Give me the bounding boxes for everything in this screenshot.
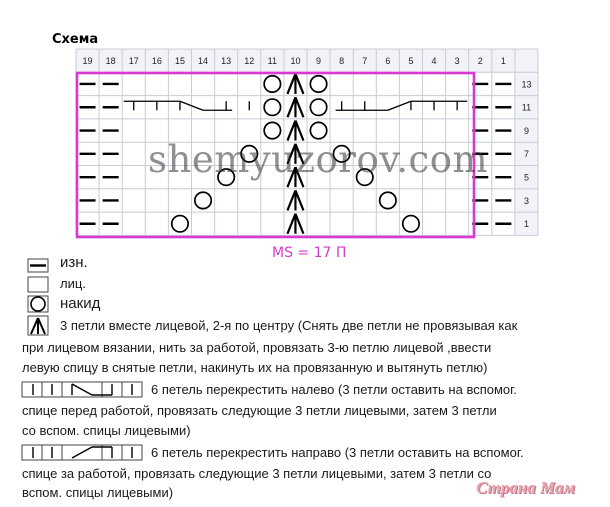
legend-decrease-line-2: при лицевом вязании, нить за работой, провязать 3-ю петлю лицевой ,ввести xyxy=(22,340,492,355)
column-number: 5 xyxy=(408,56,414,66)
column-number: 7 xyxy=(362,56,368,66)
decrease-right-leg xyxy=(295,144,303,164)
yarn-over-icon xyxy=(218,169,234,185)
row-number: 13 xyxy=(521,79,532,90)
decrease-right-leg xyxy=(295,214,303,234)
cable-right-icon xyxy=(336,101,468,110)
legend-cable-right-line-2: спице за работой, провязать следующие 3 петли лицевыми, затем 3 петли со xyxy=(22,466,492,481)
decrease-left-leg xyxy=(287,214,295,234)
decrease-left-leg xyxy=(287,97,295,117)
yarn-over-icon xyxy=(31,297,45,311)
column-number: 14 xyxy=(198,56,209,66)
yarn-over-icon xyxy=(380,192,396,208)
knit-icon xyxy=(28,277,48,292)
yarn-over-icon xyxy=(195,192,211,208)
yarn-over-icon xyxy=(264,76,280,92)
yarn-over-icon xyxy=(357,169,373,185)
yarn-over-icon xyxy=(310,76,326,92)
row-number: 3 xyxy=(523,195,529,206)
yarn-over-icon xyxy=(241,146,257,162)
yarn-over-icon xyxy=(310,99,326,115)
yarn-over-icon xyxy=(403,216,419,232)
chart-title: Схема xyxy=(52,32,99,47)
decrease-right-leg xyxy=(295,121,303,141)
central-double-decrease-icon xyxy=(287,97,303,117)
yarn-over-icon xyxy=(333,146,349,162)
decrease-right-leg xyxy=(295,74,303,94)
column-number: 8 xyxy=(339,56,345,66)
central-double-decrease-icon xyxy=(287,121,303,141)
central-double-decrease-icon xyxy=(287,214,303,234)
ms-label: MS = 17 П xyxy=(272,245,347,261)
legend-cable-left-line-1: 6 петель перекрестить налево (3 петли оставить на вспомог. xyxy=(151,382,517,397)
decrease-left-leg xyxy=(287,167,295,187)
row-number: 11 xyxy=(521,102,532,113)
yarn-over-icon xyxy=(172,216,188,232)
column-number: 6 xyxy=(385,56,391,66)
decrease-left-leg xyxy=(287,74,295,94)
central-double-decrease-icon xyxy=(287,190,303,210)
row-number: 7 xyxy=(523,149,529,160)
decrease-left-leg xyxy=(287,144,295,164)
cable-left-icon xyxy=(124,101,250,110)
legend-purl-label: изн. xyxy=(60,254,88,271)
column-number: 16 xyxy=(151,56,162,66)
row-number: 5 xyxy=(523,172,529,183)
yarn-over-icon xyxy=(310,122,326,138)
column-number: 10 xyxy=(290,56,301,66)
column-number: 17 xyxy=(128,56,139,66)
legend-cable-right-line-1: 6 петель перекрестить направо (3 петли оставить на вспомог. xyxy=(151,445,524,460)
watermark-text: shemyuzorov.com xyxy=(148,138,489,181)
decrease-right-leg xyxy=(295,190,303,210)
column-number: 18 xyxy=(105,56,116,66)
legend-decrease-line-1: 3 петли вместе лицевой, 2-я по центру (Снять две петли не провязывая как xyxy=(60,318,518,333)
column-number: 15 xyxy=(174,56,185,66)
decrease-left-leg xyxy=(287,121,295,141)
column-number: 13 xyxy=(221,56,232,66)
decrease-right-leg xyxy=(295,97,303,117)
yarn-over-icon xyxy=(264,122,280,138)
central-double-decrease-icon xyxy=(287,167,303,187)
decrease-left-leg xyxy=(287,190,295,210)
column-number: 4 xyxy=(431,56,437,66)
legend-cable-left-line-3: со вспом. спицы лицевыми) xyxy=(22,423,191,438)
column-number: 19 xyxy=(82,56,93,66)
legend-decrease-line-3: левую спицу в снятые петли, накинуть их на провязанную и вытянуть петлю) xyxy=(22,360,488,375)
column-number: 11 xyxy=(267,56,278,66)
column-number: 9 xyxy=(316,56,322,66)
central-double-decrease-icon xyxy=(287,144,303,164)
legend-yarn-over-label: накид xyxy=(60,295,101,312)
yarn-over-icon xyxy=(264,99,280,115)
chart-grid xyxy=(76,49,538,235)
row-number: 1 xyxy=(523,219,529,230)
legend-cable-left-line-2: спице перед работой, провязать следующие 3 петли лицевыми, затем 3 петли xyxy=(22,403,497,418)
decrease-right-leg xyxy=(295,167,303,187)
row-number: 9 xyxy=(523,125,529,136)
column-number: 12 xyxy=(244,56,255,66)
central-double-decrease-icon xyxy=(287,74,303,94)
chart-symbols xyxy=(80,74,512,234)
legend-cable-right-line-3: вспом. спицы лицевыми) xyxy=(22,485,174,500)
column-number: 3 xyxy=(454,56,460,66)
column-number: 2 xyxy=(477,56,483,66)
brand-logo-text: Страна Мам xyxy=(476,478,576,497)
legend-knit-label: лиц. xyxy=(60,276,86,291)
column-number: 1 xyxy=(500,56,506,66)
